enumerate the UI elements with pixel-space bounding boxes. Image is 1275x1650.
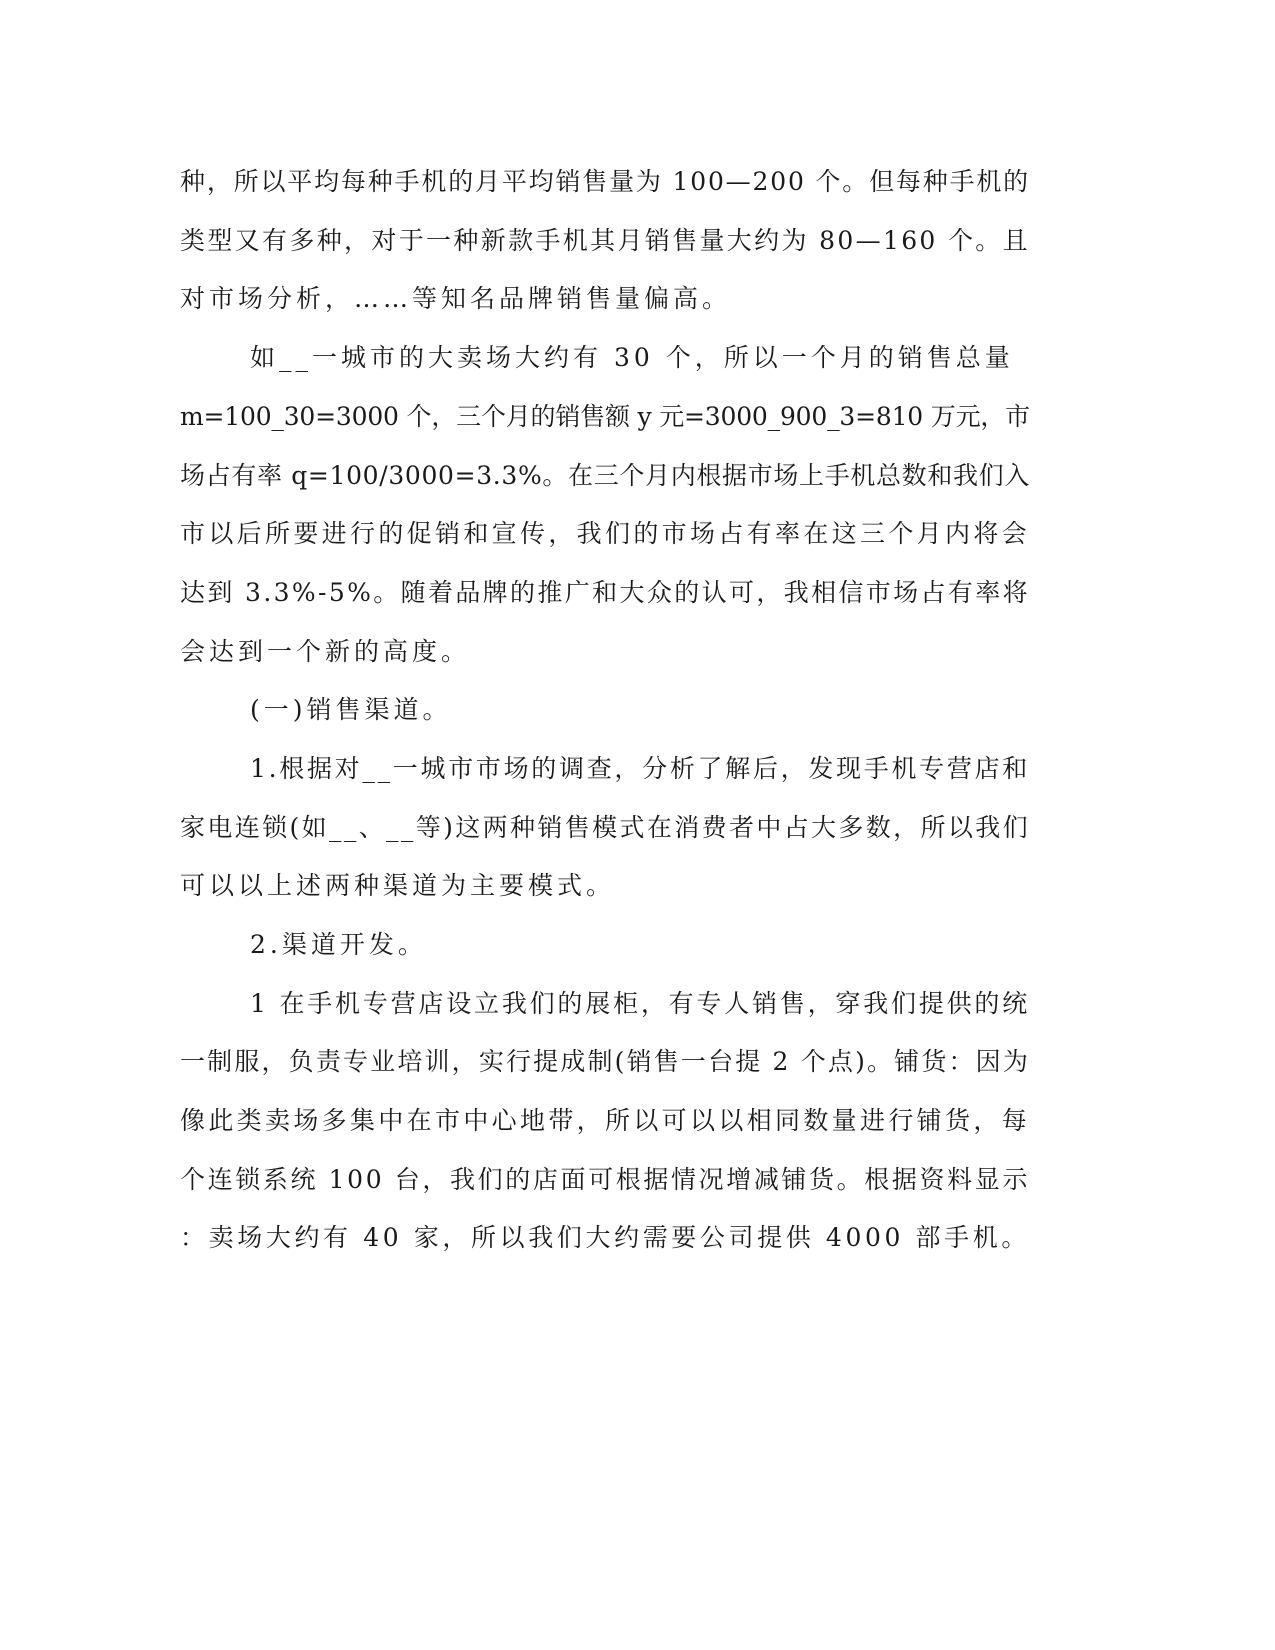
text-line: 一制服，负责专业培训，实行提成制(销售一台提 2 个点)。铺货：因为 [180,1047,1030,1076]
text-line: 可以以上述两种渠道为主要模式。 [180,871,616,900]
text-line: 对市场分析，……等知名品牌销售量偏高。 [180,284,732,313]
text-line: 家电连锁(如__、__等)这两种销售模式在消费者中占大多数，所以我们 [180,813,1030,842]
text-line: 像此类卖场多集中在市中心地带，所以可以以相同数量进行铺货，每 [180,1106,1030,1135]
text-line: 会达到一个新的高度。 [180,637,471,666]
text-line: 场占有率 q=100/3000=3.3%。在三个月内根据市场上手机总数和我们入 [180,461,1030,490]
text-line: m=100_30=3000 个，三个月的销售额 y 元=3000_900_3=810 万元，市 [180,402,1030,431]
text-line: 类型又有多种，对于一种新款手机其月销售量大约为 80—160 个。且 [180,226,1030,255]
text-line: ：卖场大约有 40 家，所以我们大约需要公司提供 4000 部手机。 [180,1223,1030,1252]
paragraph-first-line: 如__一城市的大卖场大约有 30 个，所以一个月的销售总量 [250,343,1014,372]
paragraph-first-line: 1.根据对__一城市市场的调查，分析了解后，发现手机专营店和 [250,754,1030,783]
subsection-heading: 2.渠道开发。 [250,930,427,959]
text-line: 市以后所要进行的促销和宣传，我们的市场占有率在这三个月内将会 [180,519,1030,548]
section-heading: (一)销售渠道。 [250,695,452,724]
text-line: 个连锁系统 100 台，我们的店面可根据情况增减铺货。根据资料显示 [180,1165,1030,1194]
paragraph-first-line: 1 在手机专营店设立我们的展柜，有专人销售，穿我们提供的统 [250,989,1030,1018]
text-line: 种，所以平均每种手机的月平均销售量为 100—200 个。但每种手机的 [180,167,1030,196]
text-line: 达到 3.3%-5%。随着品牌的推广和大众的认可，我相信市场占有率将 [180,578,1030,607]
